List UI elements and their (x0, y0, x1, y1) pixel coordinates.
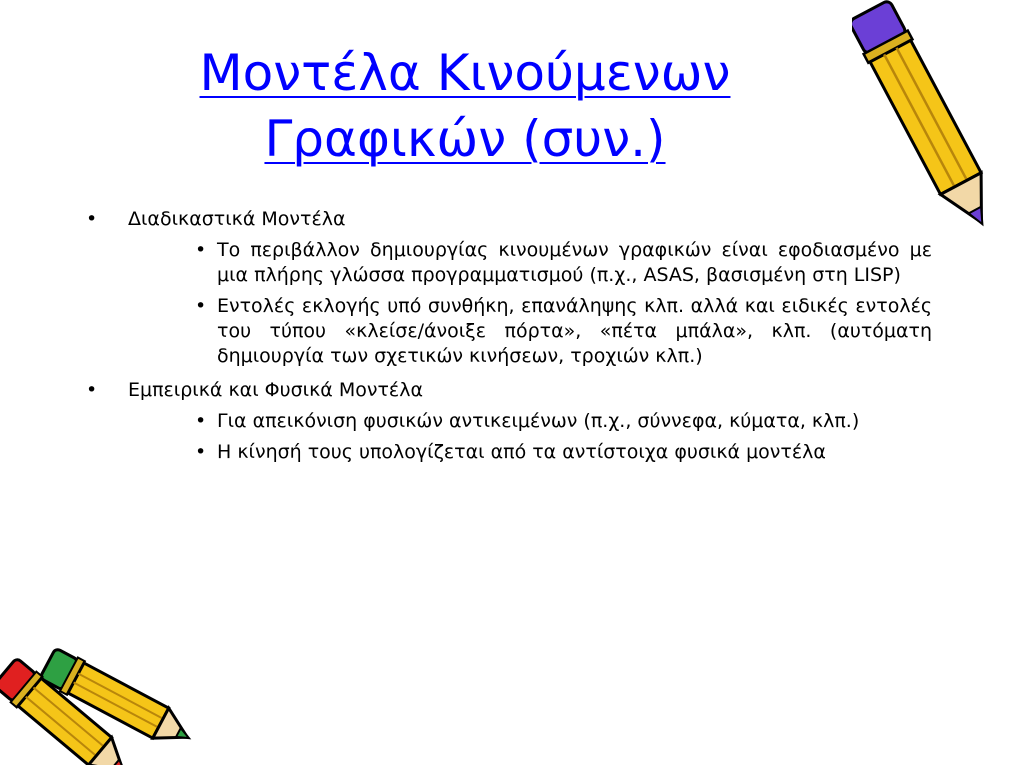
list-item (86, 409, 932, 434)
pencils-icon (0, 615, 210, 765)
bullet: • (86, 208, 98, 230)
title-line-1: Μοντέλα Κινούμενων (199, 44, 731, 102)
bullet: • (195, 295, 207, 317)
list-item (86, 294, 932, 369)
bullet: • (86, 379, 98, 401)
list-item (86, 238, 932, 288)
list-item-text: Το περιβάλλον δημιουργίας κινουμένων γραφικών είναι εφοδιασμένο με μια πλήρης γλώσσα προγραμματισμού (π.χ., ASAS, βασισμένη στη LISP) (217, 239, 932, 286)
slide-content (86, 206, 932, 471)
bullet: • (195, 441, 207, 463)
section-heading-text: Εμπειρικά και Φυσικά Μοντέλα (128, 379, 423, 401)
section-heading-text: Διαδικαστικά Μοντέλα (128, 208, 346, 230)
bullet: • (195, 410, 207, 432)
section-heading-physical (86, 377, 932, 403)
list-item-text: Η κίνησή τους υπολογίζεται από τα αντίστοιχα φυσικά μοντέλα (217, 441, 826, 463)
section-heading-procedural (86, 206, 932, 232)
slide-title (120, 40, 810, 172)
list-item (86, 440, 932, 465)
list-item-text: Εντολές εκλογής υπό συνθήκη, επανάληψης κλπ. αλλά και ειδικές εντολές του τύπου «κλείσε/άνοιξε πόρτα», «πέτα μπάλα», κλπ. (αυτόματη δημιουργία των σχετικών κινήσεων, τροχιών κλπ.) (217, 295, 932, 367)
title-line-2: Γραφικών (συν.) (264, 110, 666, 168)
bullet: • (195, 239, 207, 261)
list-item-text: Για απεικόνιση φυσικών αντικειμένων (π.χ., σύννεφα, κύματα, κλπ.) (217, 410, 860, 432)
